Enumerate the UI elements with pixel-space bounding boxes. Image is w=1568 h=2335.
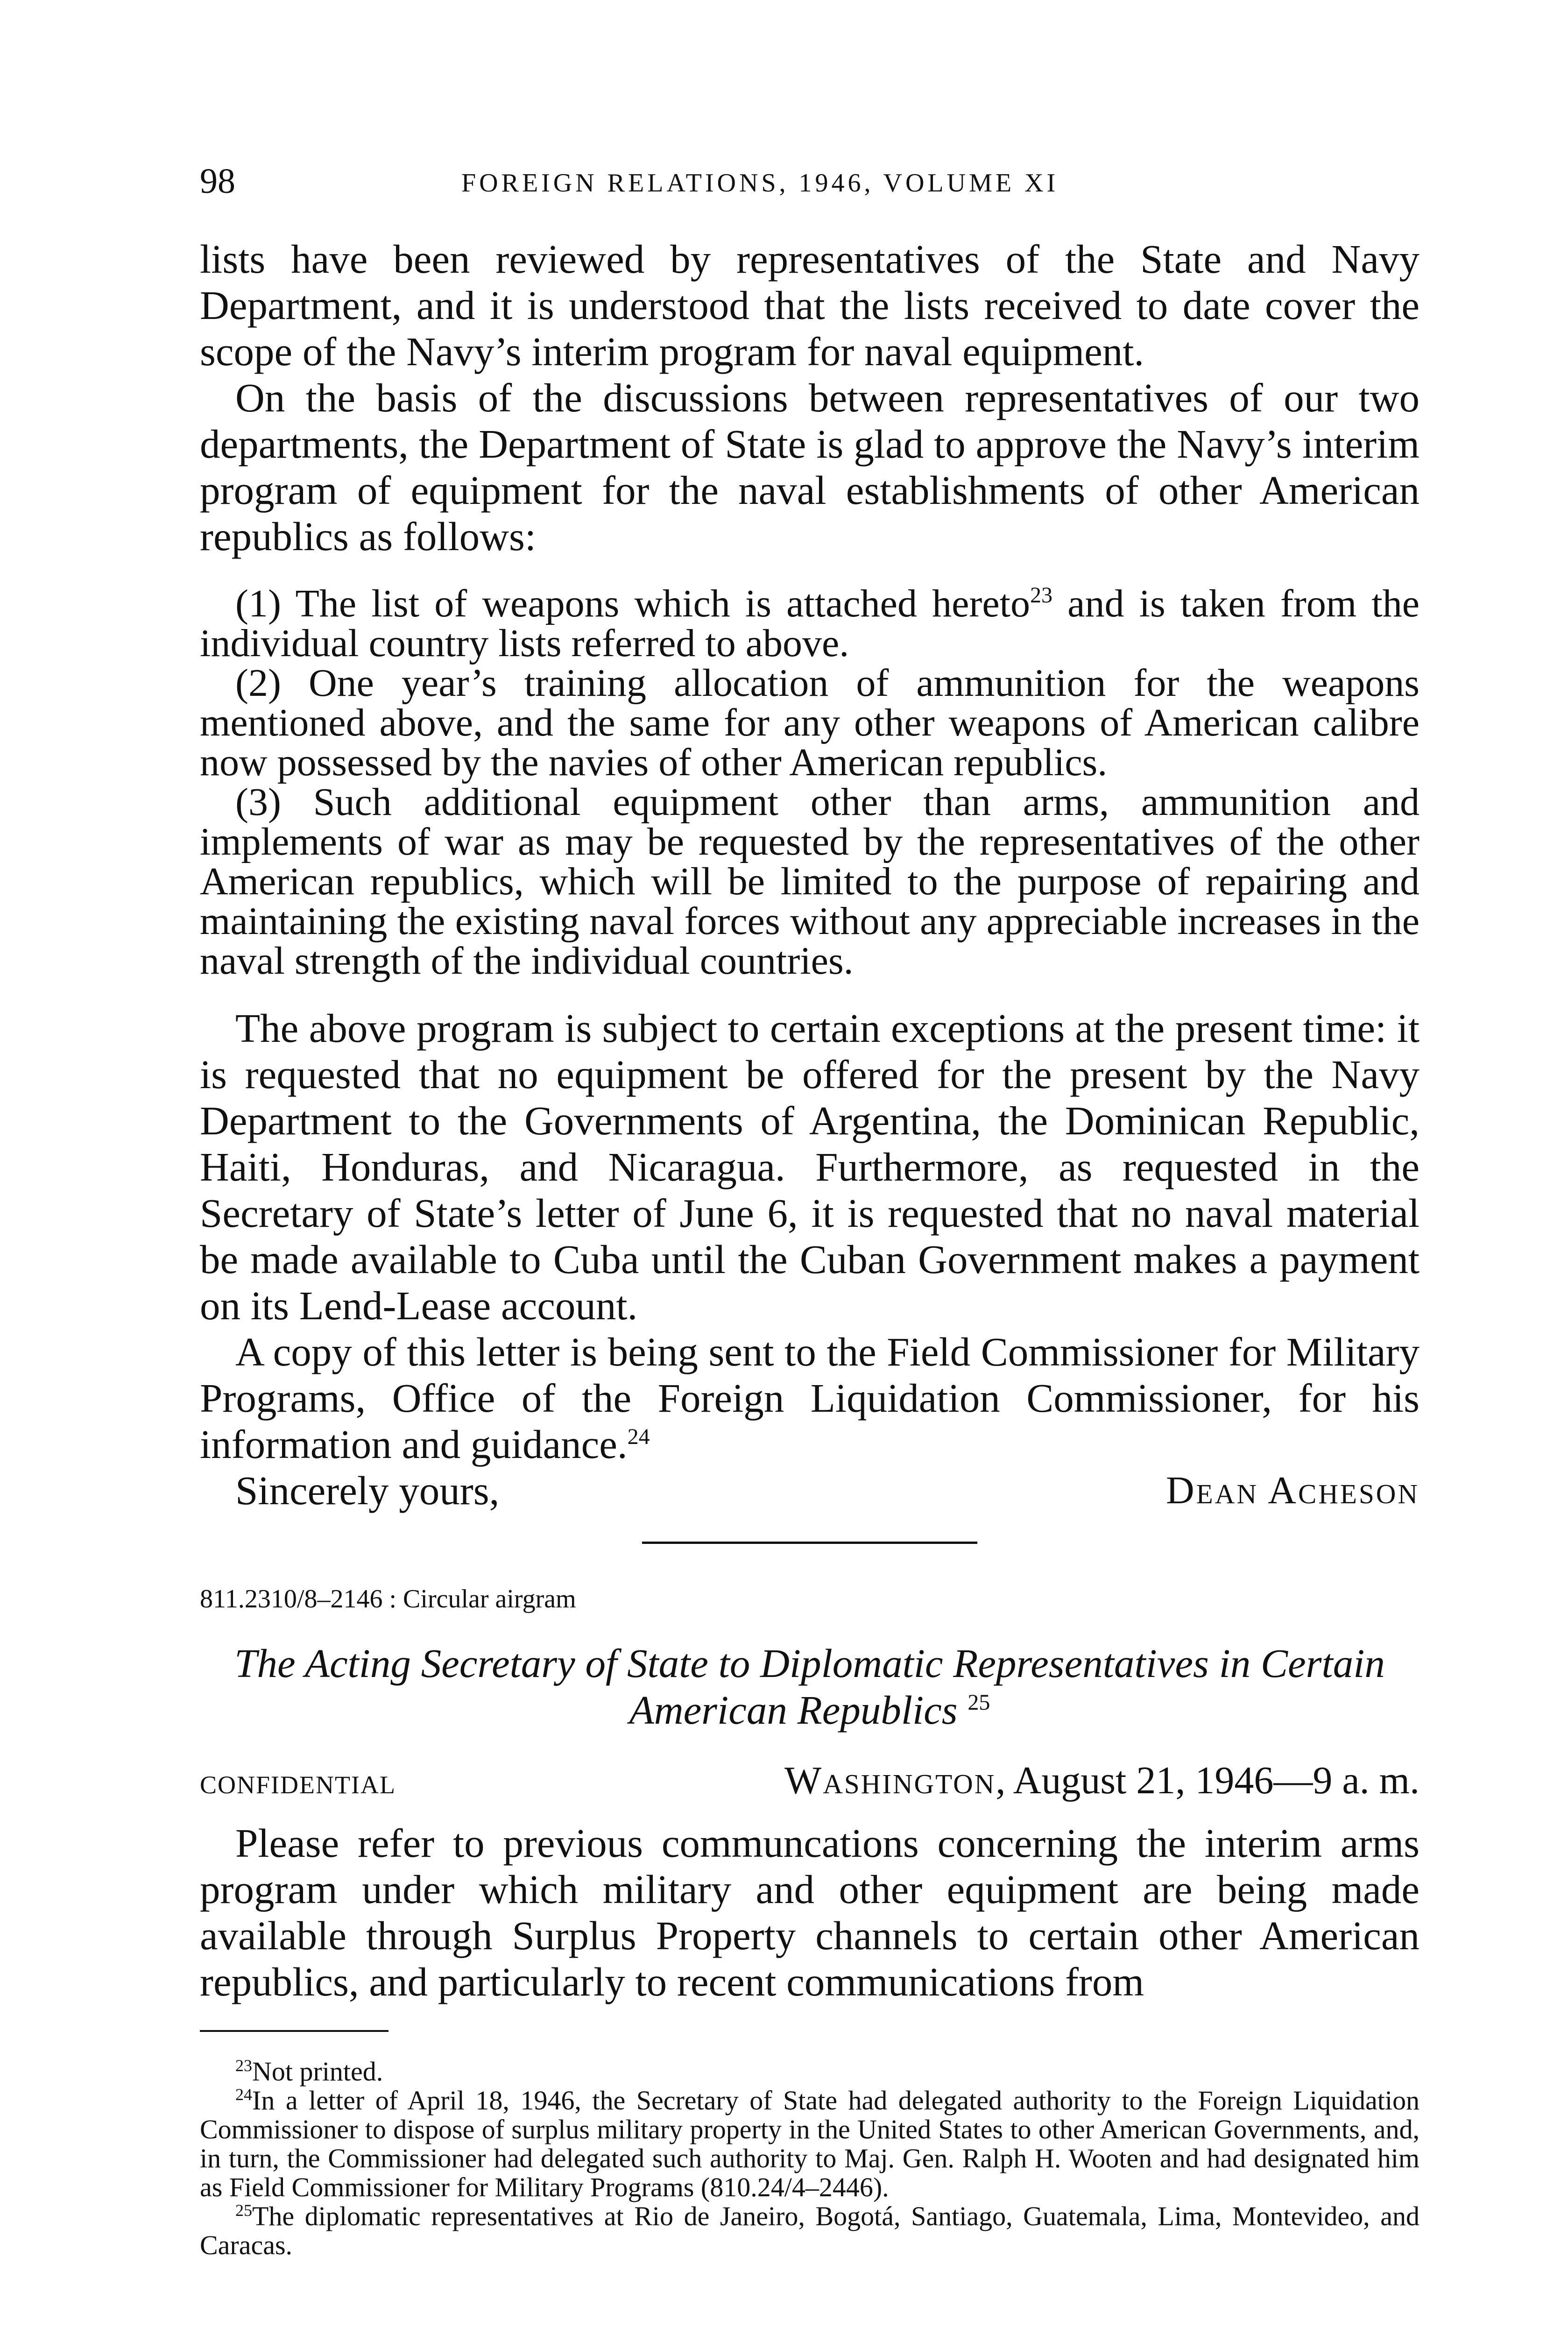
- program-list: [200, 584, 1420, 981]
- page-header: [200, 158, 1420, 209]
- footnote-number: 25: [235, 2201, 252, 2220]
- program-item-2: (2) One year’s training allocation of ammunition for the weapons mentioned above, and the same for any other weapons of American calibre now possessed by the navies of other American republics.: [200, 661, 1420, 784]
- program-item-1: [200, 584, 1420, 663]
- document-title: [200, 1640, 1420, 1734]
- paragraph-continued: lists have been reviewed by representatives of the State and Navy Department, and it is understood that the lists received to date cover the scope of the Navy’s interim program for naval equipment.: [200, 236, 1420, 374]
- document-title-text: The Acting Secretary of State to Diplomatic Representatives in Certain American Republics: [234, 1641, 1385, 1733]
- footnote-text: Not printed.: [252, 2056, 383, 2087]
- date: , August 21, 1946—9 a. m.: [996, 1759, 1420, 1802]
- closing-salutation: Sincerely yours,: [235, 1468, 500, 1513]
- program-item-3: (3) Such additional equipment other than arms, ammunition and implements of war as may be requested by the representatives of the other American republics, which will be limited to the purpose of repairing and maintaining the existing naval forces without any appreciable increases in the naval strength of the individual countries.: [200, 780, 1420, 983]
- section-divider: [642, 1542, 977, 1544]
- footnotes: [200, 2057, 1420, 2260]
- paragraph-copy-text: A copy of this letter is being sent to the Field Commissioner for Military Programs, Office of the Foreign Liquidation Commissioner, for his information and guidance.: [200, 1329, 1420, 1467]
- paragraph-copy: [200, 1329, 1420, 1467]
- footnote-text: In a letter of April 18, 1946, the Secretary of State had delegated authority to the Foreign Liquidation Commissioner to dispose of surplus military property in the United States to other American Governments, and, in turn, the Commissioner had delegated such authority to Maj. Gen. Ralph H. Wooten and had designated him as Field Commissioner for Military Programs (810.24/4–2446).: [200, 2085, 1420, 2202]
- program-item-1-text: (1) The list of weapons which is attached hereto: [235, 582, 1030, 625]
- letter-closing: [200, 1467, 1420, 1514]
- page-body: [200, 236, 1420, 2260]
- footnote-25: [200, 2202, 1420, 2260]
- place-and-date: [784, 1760, 1420, 1802]
- footnote-number: 23: [235, 2056, 252, 2075]
- running-head: FOREIGN RELATIONS, 1946, VOLUME XI: [461, 169, 1059, 198]
- dateline: [200, 1760, 1420, 1806]
- classification-label: CONFIDENTIAL: [200, 1771, 396, 1799]
- footnote-ref-25: 25: [968, 1690, 990, 1715]
- footnote-text: The diplomatic representatives at Rio de Janeiro, Bogotá, Santiago, Guatemala, Lima, Montevideo, and Caracas.: [200, 2201, 1420, 2260]
- footnote-24: [200, 2086, 1420, 2202]
- paragraph-exceptions: The above program is subject to certain exceptions at the present time: it is requested that no equipment be offered for the present by the Navy Department to the Governments of Argentina, the Dominican Republic, Haiti, Honduras, and Nicaragua. Furthermore, as requested in the Secretary of State’s letter of June 6, it is requested that no naval material be made available to Cuba until the Cuban Government makes a payment on its Lend-Lease account.: [200, 1005, 1420, 1328]
- footnote-number: 24: [235, 2085, 252, 2104]
- paragraph-approval: On the basis of the discussions between representatives of our two departments, the Department of State is glad to approve the Navy’s interim program of equipment for the naval establishments of other American republics as follows:: [200, 375, 1420, 559]
- paragraph-airgram: Please refer to previous communcations concerning the interim arms program under which military and other equipment are being made available through Surplus Property channels to certain other American republics, and particularly to recent communications from: [200, 1820, 1420, 2004]
- footnote-divider: [200, 2030, 388, 2032]
- place: Washington: [784, 1759, 996, 1802]
- footnote-ref-23: 23: [1030, 583, 1052, 608]
- footnote-23: [200, 2057, 1420, 2086]
- file-reference: 811.2310/8–2146 : Circular airgram: [200, 1585, 576, 1613]
- footnote-ref-24: 24: [627, 1424, 650, 1449]
- page-number: 98: [200, 162, 235, 201]
- program-item-1-text-end: and is taken from the individual country lists referred to above.: [200, 582, 1420, 665]
- signature: Dean Acheson: [1166, 1469, 1420, 1512]
